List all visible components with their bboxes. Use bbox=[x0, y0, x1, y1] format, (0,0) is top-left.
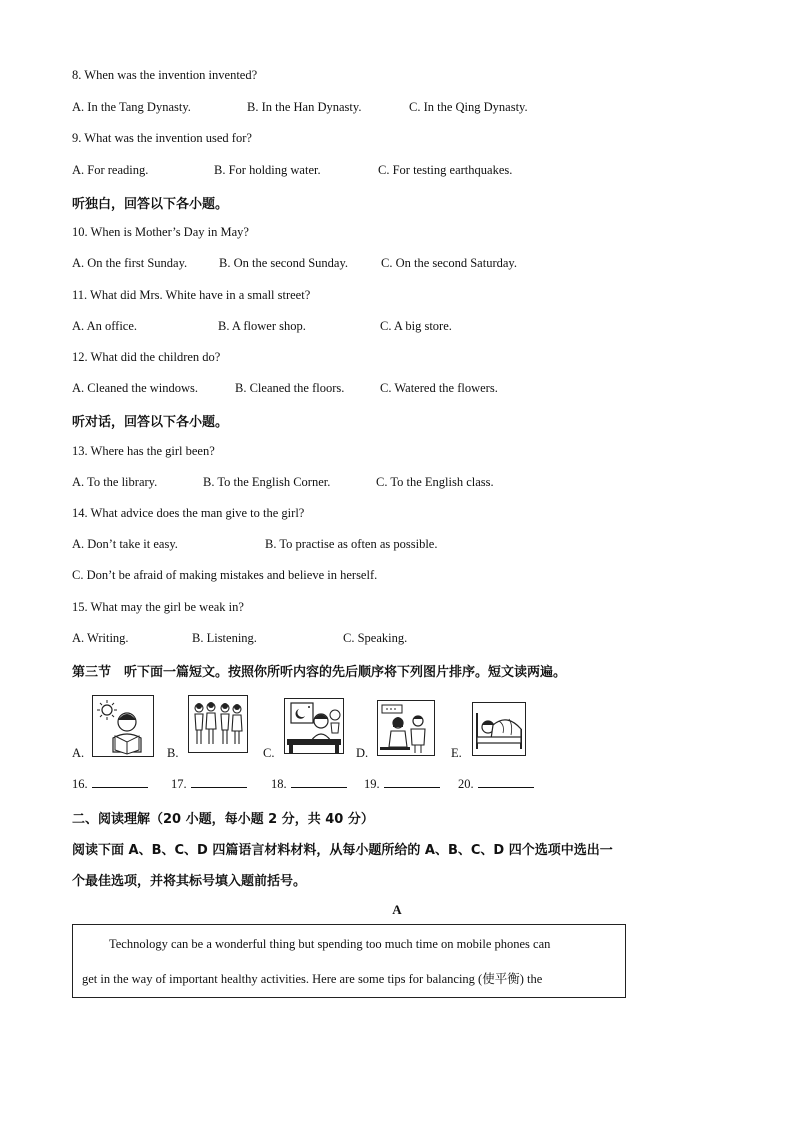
monologue-heading: 听独白，回答以下各小题。 bbox=[72, 197, 229, 212]
option-9c: C. For testing earthquakes. bbox=[378, 163, 513, 177]
option-11c: C. A big store. bbox=[380, 319, 452, 333]
person-in-bed-icon bbox=[472, 702, 526, 756]
picture-label-b: B. bbox=[167, 746, 179, 760]
answer-blank-17[interactable] bbox=[171, 776, 247, 792]
question-12: 12. What did the children do? bbox=[72, 350, 221, 364]
reading-instructions-line2: 个最佳选项，并将其标号填入题前括号。 bbox=[72, 874, 307, 889]
option-8c: C. In the Qing Dynasty. bbox=[409, 100, 528, 114]
question-8: 8. When was the invention invented? bbox=[72, 68, 258, 82]
passage-line-2: get in the way of important healthy activities. Here are some tips for balancing (使平衡) the bbox=[82, 972, 543, 986]
two-people-icon bbox=[377, 700, 435, 756]
question-10: 10. When is Mother’s Day in May? bbox=[72, 225, 249, 239]
child-reading-icon bbox=[92, 695, 154, 757]
option-12b: B. Cleaned the floors. bbox=[235, 381, 345, 395]
question-11: 11. What did Mrs. White have in a small street? bbox=[72, 288, 311, 302]
option-15b: B. Listening. bbox=[192, 631, 257, 645]
option-14c: C. Don’t be afraid of making mistakes and believe in herself. bbox=[72, 568, 378, 582]
option-10a: A. On the first Sunday. bbox=[72, 256, 188, 270]
option-9a: A. For reading. bbox=[72, 163, 149, 177]
blank-number: 18. bbox=[271, 777, 287, 791]
answer-blank-18[interactable] bbox=[271, 776, 347, 792]
reading-instructions-line1: 阅读下面 A、B、C、D 四篇语言材料材料，从每小题所给的 A、B、C、D 四个选项中选出一 bbox=[72, 843, 613, 858]
question-9: 9. What was the invention used for? bbox=[72, 131, 252, 145]
section3-heading: 第三节 听下面一篇短文。按照你所听内容的先后顺序将下列图片排序。短文读两遍。 bbox=[72, 665, 567, 680]
option-9b: B. For holding water. bbox=[214, 163, 321, 177]
question-15: 15. What may the girl be weak in? bbox=[72, 600, 244, 614]
option-12c: C. Watered the flowers. bbox=[380, 381, 498, 395]
answer-blank-16[interactable] bbox=[72, 776, 148, 792]
question-13: 13. Where has the girl been? bbox=[72, 444, 215, 458]
option-10c: C. On the second Saturday. bbox=[381, 256, 517, 270]
answer-blank-20[interactable] bbox=[458, 776, 534, 792]
dialogue-heading: 听对话，回答以下各小题。 bbox=[72, 415, 229, 430]
option-15c: C. Speaking. bbox=[343, 631, 408, 645]
option-14b: B. To practise as often as possible. bbox=[265, 537, 438, 551]
boy-at-desk-night-icon bbox=[284, 698, 344, 754]
blank-number: 17. bbox=[171, 777, 187, 791]
option-13c: C. To the English class. bbox=[376, 475, 494, 489]
option-13b: B. To the English Corner. bbox=[203, 475, 331, 489]
picture-label-d: D. bbox=[356, 746, 369, 760]
picture-label-e: E. bbox=[451, 746, 462, 760]
option-8a: A. In the Tang Dynasty. bbox=[72, 100, 191, 114]
option-15a: A. Writing. bbox=[72, 631, 129, 645]
option-11a: A. An office. bbox=[72, 319, 138, 333]
picture-label-a: A. bbox=[72, 746, 85, 760]
option-8b: B. In the Han Dynasty. bbox=[247, 100, 362, 114]
blank-number: 16. bbox=[72, 777, 88, 791]
picture-label-c: C. bbox=[263, 746, 275, 760]
option-12a: A. Cleaned the windows. bbox=[72, 381, 199, 395]
blank-number: 20. bbox=[458, 777, 474, 791]
passage-line-1: Technology can be a wonderful thing but spending too much time on mobile phones can bbox=[109, 937, 551, 951]
group-of-kids-icon bbox=[188, 695, 248, 753]
question-14: 14. What advice does the man give to the girl? bbox=[72, 506, 305, 520]
part2-heading: 二、阅读理解（20 小题，每小题 2 分，共 40 分） bbox=[72, 812, 374, 827]
option-14a: A. Don’t take it easy. bbox=[72, 537, 178, 551]
answer-blank-19[interactable] bbox=[364, 776, 440, 792]
blank-number: 19. bbox=[364, 777, 380, 791]
passage-letter: A bbox=[392, 902, 402, 917]
passage-box bbox=[72, 924, 626, 998]
option-11b: B. A flower shop. bbox=[218, 319, 306, 333]
option-10b: B. On the second Sunday. bbox=[219, 256, 349, 270]
option-13a: A. To the library. bbox=[72, 475, 158, 489]
